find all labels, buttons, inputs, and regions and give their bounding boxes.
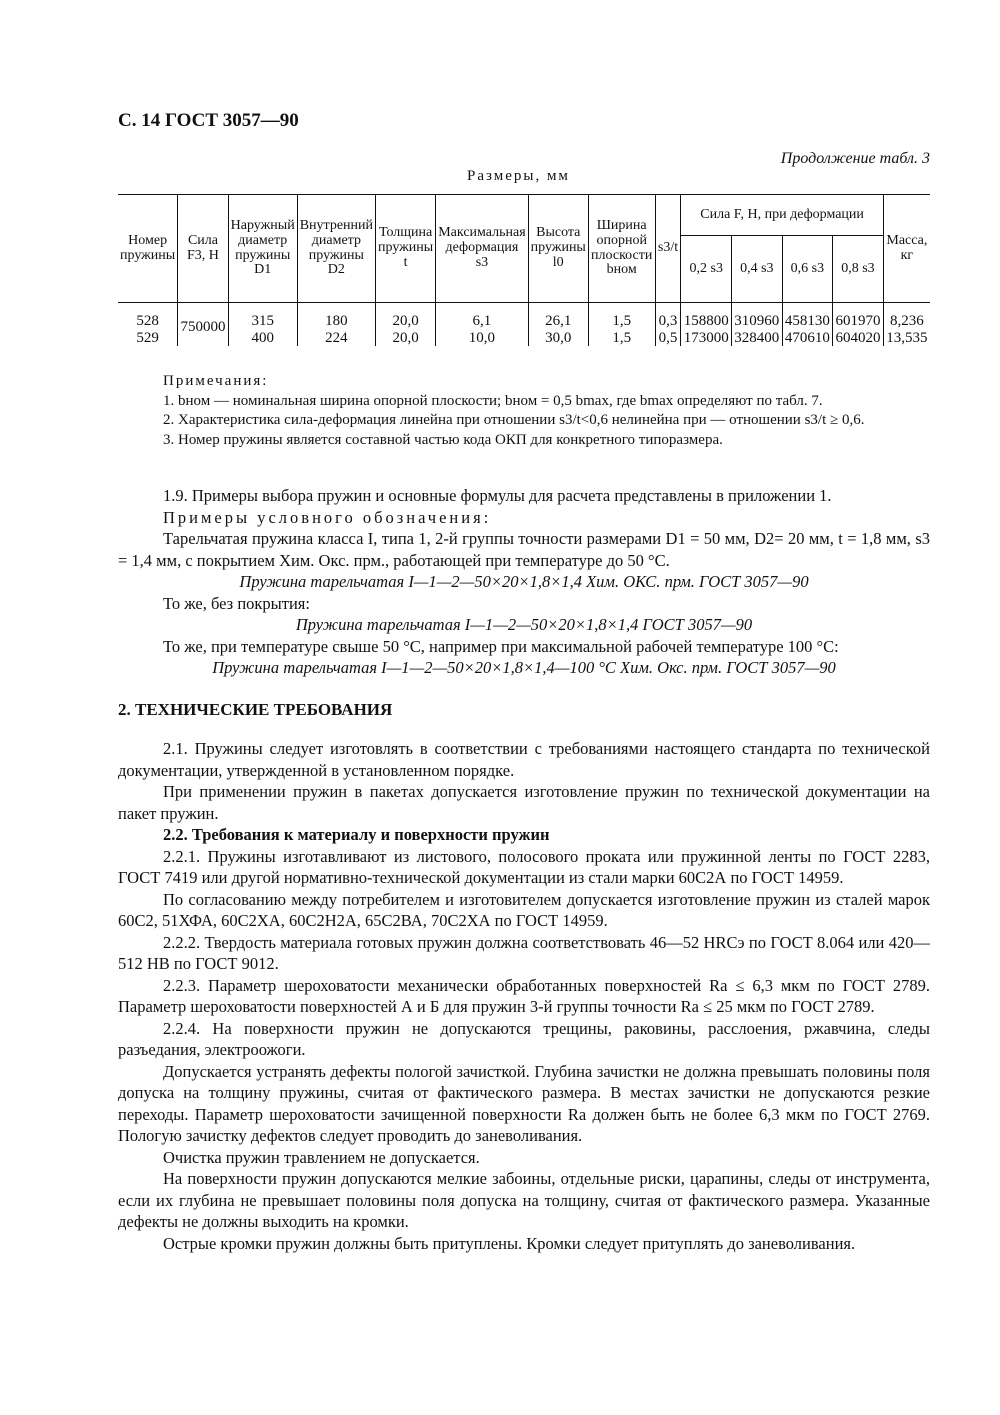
support-width: 1,5 [612,329,632,346]
col-height: Высота пружины l0 [528,195,588,303]
row-number: 528 [136,313,159,329]
example-description: Тарельчатая пружина класса I, типа 1, 2-й группы точности размерами D1 = 50 мм, D2= 20 мм, t = 1,8 мм, s3 = 1,4 мм, с покрытием Хим. Окс. прм., работающей при температуре до 50 °С. [118,529,930,570]
mass: 13,535 [886,329,928,346]
paragraph-2-2-4-e: Острые кромки пружин должны быть притуплены. Кромки следует притуплять до заневоливания. [163,1233,856,1253]
table-continuation-label: Продолжение табл. 3 [780,150,930,167]
force-04: 310960 [734,313,780,329]
page-header: С. 14 ГОСТ 3057—90 [118,110,299,131]
same-without-cover: То же, без покрытия: [163,593,310,613]
paragraph-1-9: 1.9. Примеры выбора пружин и основные формулы для расчета представлены в приложении 1. [163,486,832,505]
thickness: 20,0 [392,329,419,346]
col-force: Сила F3, Н [178,195,228,303]
thickness: 20,0 [392,313,419,329]
col-inner-diameter: Внутренний диаметр пружины D2 [297,195,375,303]
paragraph-2-2-2: 2.2.2. Твердость материала готовых пружин должна соответствовать 46—52 HRCэ по ГОСТ 8.064 или 420—512 НВ по ГОСТ 9012. [118,932,930,973]
height: 26,1 [545,313,572,329]
paragraph-2-2-4-c: Очистка пружин травлением не допускается. [163,1147,480,1167]
col-def-06: 0,6 s3 [782,236,833,303]
col-def-04: 0,4 s3 [732,236,783,303]
designation-example-3: Пружина тарельчатая I—1—2—50×20×1,8×1,4—100 °С Хим. Окс. прм. ГОСТ 3057—90 [212,658,836,677]
inner-diameter: 180 [325,313,348,329]
paragraph-2-2-4-b: Допускается устранять дефекты пологой зачисткой. Глубина зачистки не должна превышать половины поля допуска на толщину пружины, считая от фактического размера. В местах зачистки не допускаются резкие переходы. Параметр шероховатости зачищенной поверхности Ra должен быть не более 6,3 мкм по ГОСТ 2769. Пологую зачистку дефектов следует проводить до заневоливания. [118,1061,930,1145]
support-width: 1,5 [612,313,632,329]
height: 30,0 [545,329,572,346]
paragraph-2-2-1-b: По согласованию между потребителем и изготовителем допускается изготовление пружин из сталей марок 60С2, 51ХФА, 60С2ХА, 60С2Н2А, 65С2ВА, 70С2ХА по ГОСТ 14959. [118,889,930,930]
paragraph-2-2-4: 2.2.4. На поверхности пружин не допускаются трещины, раковины, расслоения, ржавчина, следы разъедания, электроожоги. [118,1018,930,1059]
force-04: 328400 [734,329,780,346]
table-row [118,303,930,347]
force-02: 173000 [683,329,729,346]
col-width: Ширина опорной плоскости bном [588,195,655,303]
max-deformation: 6,1 [472,313,492,329]
note-2: 2. Характеристика сила-деформация линейна при отношении s3/t<0,6 нелинейна при — отношении s3/t ≥ 0,6. [163,412,865,428]
ratio: 0,5 [658,329,678,346]
same-high-temperature: То же, при температуре свыше 50 °С, например при максимальной рабочей температуре 100 °С: [163,636,839,656]
notes-title: Примечания: [163,373,269,389]
col-ratio: s3/t [655,195,681,303]
outer-diameter: 315 [251,313,274,329]
designation-example-1: Пружина тарельчатая I—1—2—50×20×1,8×1,4 Хим. ОКС. прм. ГОСТ 3057—90 [239,572,809,591]
inner-diameter: 224 [325,329,348,346]
force-cell: 750000 [178,303,228,347]
spring-spec-table [118,194,930,346]
paragraph-2-1-b: При применении пружин в пакетах допускается изготовление пружин по технической документации на пакет пружин. [118,782,930,823]
paragraph-2-1: 2.1. Пружины следует изготовлять в соответствии с требованиями настоящего стандарта по технической документации, утвержденной в установленном порядке. [118,739,930,780]
force-06: 470610 [784,329,830,346]
note-1: 1. bном — номинальная ширина опорной плоскости; bном = 0,5 bmax, где bmax определяют по табл. 7. [163,392,823,409]
body-text [118,485,930,1254]
col-number: Номер пружины [118,195,178,303]
note-3: 3. Номер пружины является составной частью кода ОКП для конкретного типоразмера. [163,431,723,448]
designation-example-2: Пружина тарельчатая I—1—2—50×20×1,8×1,4 ГОСТ 3057—90 [295,615,753,634]
col-def-02: 0,2 s3 [681,236,732,303]
col-def-08: 0,8 s3 [833,236,884,303]
subsection-2-2-title: 2.2. Требования к материалу и поверхности пружин [163,825,550,844]
col-outer-diameter: Наружный диаметр пружины D1 [228,195,297,303]
outer-diameter: 400 [251,329,274,346]
mass: 8,236 [890,313,924,329]
row-number: 529 [136,329,159,346]
col-mass: Масса, кг [883,195,930,303]
force-08: 604020 [835,329,881,346]
force-08: 601970 [835,313,881,329]
paragraph-2-2-1: 2.2.1. Пружины изготавливают из листового, полосового проката или пружинной ленты по ГОСТ 2283, ГОСТ 7419 или другой нормативно-технической документации из стали марки 60С2А по ГОСТ 14959. [118,846,930,887]
force-06: 458130 [784,313,830,329]
ratio: 0,3 [658,313,678,329]
examples-heading: Примеры условного обозначения: [163,507,492,527]
force-02: 158800 [683,313,729,329]
col-thickness: Толщина пружины t [376,195,436,303]
paragraph-2-2-3: 2.2.3. Параметр шероховатости механически обработанных поверхностей Ra ≤ 6,3 мкм по ГОСТ 2789. Параметр шероховатости поверхностей А и Б для пружин 3-й группы точности Ra ≤ 25 мкм по ГОСТ 2789. [118,975,930,1016]
notes [118,372,930,450]
paragraph-2-2-4-d: На поверхности пружин допускаются мелкие забоины, отдельные риски, царапины, следы от инструмента, если их глубина не превышает половины поля допуска на толщину, считая от фактического размера. Указанные дефекты не должны выходить на кромки. [118,1169,930,1231]
dimensions-caption: Размеры, мм [467,168,570,184]
col-max-deformation: Максимальная деформация s3 [436,195,528,303]
col-force-group: Сила F, Н, при деформации [681,195,883,236]
section-title: 2. ТЕХНИЧЕСКИЕ ТРЕБОВАНИЯ [118,699,393,719]
max-deformation: 10,0 [468,329,496,346]
